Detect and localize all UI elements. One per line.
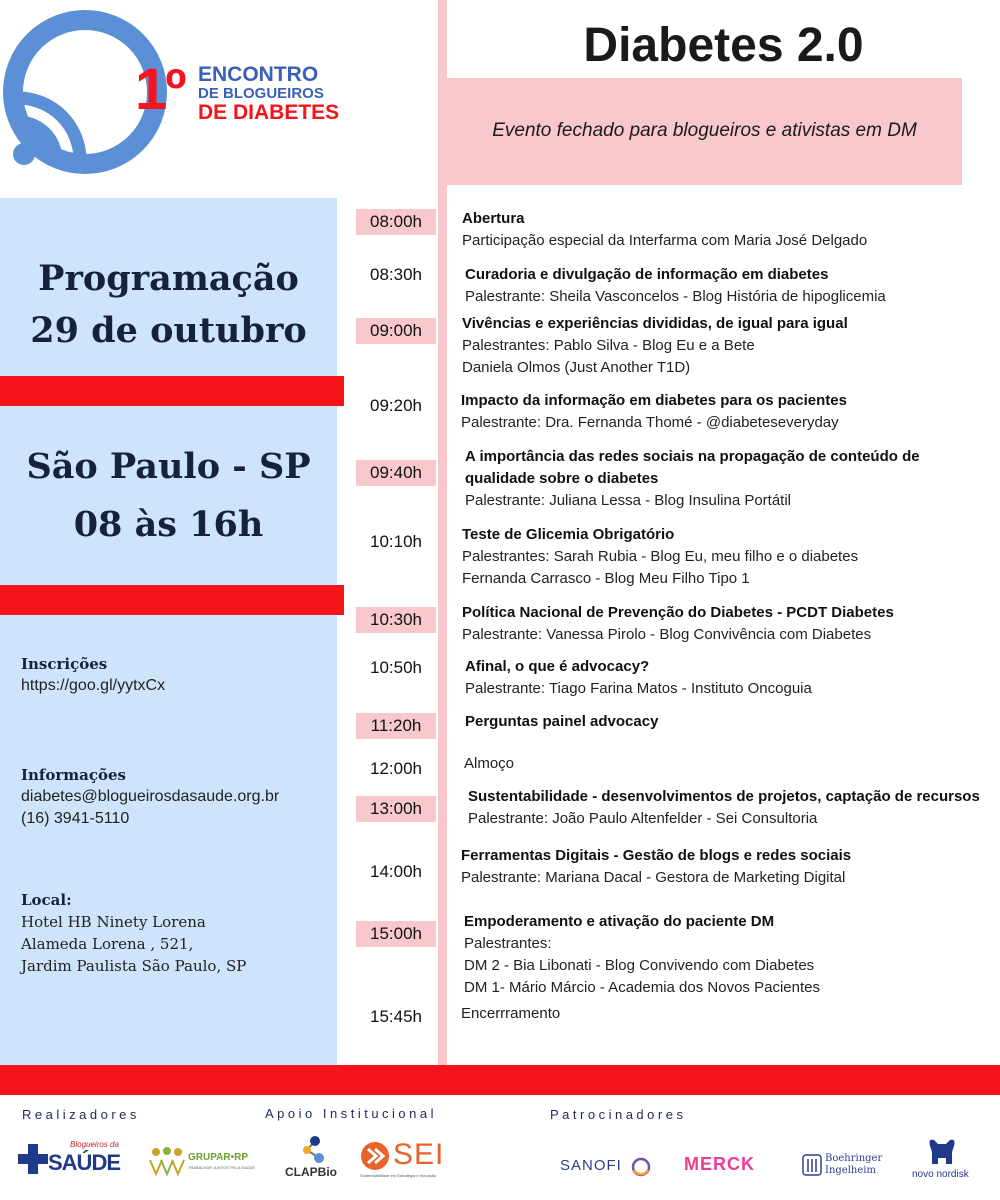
event-abertura: [462, 208, 992, 252]
sanofi-text: SANOFI: [560, 1157, 622, 1174]
apis-bull-icon: [924, 1136, 958, 1168]
logo-sei: [360, 1140, 450, 1182]
event-logo: [0, 0, 340, 195]
grupar-text: GRUPAR•RP: [188, 1152, 248, 1163]
event-empoderamento: [464, 911, 994, 999]
logo-grupar: [148, 1144, 256, 1178]
event-detail: Palestrante: Dra. Fernanda Thomé - @diabeteseveryday: [461, 414, 839, 431]
event-encerramento: [461, 1003, 991, 1025]
sanofi-swirl-icon: [630, 1156, 652, 1178]
event-detail: DM 1- Mário Márcio - Academia dos Novos Pacientes: [464, 979, 820, 996]
time-0920: 09:20h: [370, 396, 422, 415]
logo-novo-nordisk: [910, 1136, 972, 1182]
event-politica: [462, 602, 992, 646]
molecule-icon: [293, 1135, 333, 1165]
time-1300: 13:00h: [356, 796, 436, 822]
local-line1: Hotel HB Ninety Lorena: [21, 913, 206, 931]
page-title: Diabetes 2.0: [583, 19, 864, 72]
event-title: Impacto da informação em diabetes para os pacientes: [461, 392, 847, 409]
event-ferramentas: [461, 845, 991, 889]
event-perguntas: [465, 711, 995, 733]
time-0900: 09:00h: [356, 318, 436, 344]
event-sustentabilidade: [468, 786, 998, 830]
programacao-heading: Programação: [38, 258, 299, 299]
event-title: Ferramentas Digitais - Gestão de blogs e redes sociais: [461, 847, 852, 864]
event-detail: Palestrante: João Paulo Altenfelder - Sei Consultoria: [468, 810, 818, 827]
event-title: Sustentabilidade - desenvolvimentos de projetos, captação de recursos: [468, 788, 980, 805]
realizadores-label: Realizadores: [22, 1107, 140, 1122]
event-date: 29 de outubro: [30, 310, 307, 351]
event-title: Curadoria e divulgação de informação em diabetes: [465, 266, 829, 283]
people-icon: [148, 1146, 186, 1176]
logo-sanofi: [560, 1157, 655, 1181]
time-1030: 10:30h: [356, 607, 436, 633]
time-1010: 10:10h: [370, 532, 422, 551]
event-glicemia: [462, 524, 992, 590]
red-divider-2: [0, 585, 344, 615]
boehringer-icon: [802, 1154, 822, 1176]
time-0830: 08:30h: [370, 265, 422, 284]
logo-line1: ENCONTRO: [198, 63, 319, 86]
boehringer-line1: Boehringer: [825, 1153, 883, 1164]
event-detail: Palestrantes: Sarah Rubia - Blog Eu, meu filho e o diabetes: [462, 548, 859, 565]
event-detail: Palestrante: Tiago Farina Matos - Instituto Oncoguia: [465, 680, 812, 697]
logo-line2: DE BLOGUEIROS: [198, 85, 324, 102]
event-title: Perguntas painel advocacy: [465, 713, 659, 730]
red-divider-1: [0, 376, 344, 406]
local-line3: Jardim Paulista São Paulo, SP: [21, 957, 247, 975]
saude-small: Blogueiros da: [70, 1140, 119, 1149]
local-line2: Alameda Lorena , 521,: [21, 935, 194, 953]
event-detail: DM 2 - Bia Libonati - Blog Convivendo com Diabetes: [464, 957, 815, 974]
sei-sub: Sustentabilidade em Estratégia e Inovação: [360, 1173, 437, 1178]
event-advocacy: [465, 656, 995, 700]
event-almoco: [464, 753, 994, 775]
timeline-line: [438, 0, 447, 1065]
patrocinadores-label: Patrocinadores: [550, 1107, 687, 1122]
logo-blogueiros-saude: [18, 1140, 130, 1178]
logo-number: 1º: [135, 57, 185, 122]
event-detail: Palestrante: Vanessa Pirolo - Blog Convivência com Diabetes: [462, 626, 872, 643]
cross-icon: [18, 1144, 48, 1174]
inscricoes-link[interactable]: https://goo.gl/yytxCx: [21, 677, 166, 694]
grupar-sub: TRABALHAR JUNTOS PELA SAÚDE: [188, 1165, 256, 1170]
time-1050: 10:50h: [370, 658, 422, 677]
event-title: Abertura: [462, 210, 525, 227]
time-1200: 12:00h: [370, 759, 422, 778]
event-detail: Fernanda Carrasco - Blog Meu Filho Tipo 1: [462, 570, 750, 587]
inscricoes-label: Inscrições: [21, 655, 108, 673]
event-title: Empoderamento e ativação do paciente DM: [464, 913, 775, 930]
event-detail: Palestrante: Mariana Dacal - Gestora de Marketing Digital: [461, 869, 846, 886]
informacoes-label: Informações: [21, 766, 126, 784]
event-detail: Encerrramento: [461, 1005, 561, 1022]
footer-red-bar: [0, 1065, 1000, 1095]
sei-arrow-icon: [360, 1140, 390, 1172]
time-1120: 11:20h: [356, 713, 436, 739]
event-city: São Paulo - SP: [26, 446, 311, 487]
event-detail: Palestrante: Sheila Vasconcelos - Blog História de hipoglicemia: [465, 288, 886, 305]
boehringer-line2: Ingelheim: [825, 1165, 876, 1176]
event-hours: 08 às 16h: [73, 504, 264, 545]
local-label: Local:: [21, 891, 72, 909]
contact-email[interactable]: diabetes@blogueirosdasaude.org.br: [21, 788, 280, 805]
time-0940: 09:40h: [356, 460, 436, 486]
event-title: A importância das redes sociais na propagação de conteúdo de: [465, 448, 920, 465]
event-title: Teste de Glicemia Obrigatório: [462, 526, 675, 543]
location-panel: [0, 406, 337, 585]
event-vivencias: [462, 313, 992, 379]
event-title: Afinal, o que é advocacy?: [465, 658, 650, 675]
event-detail: Participação especial da Interfarma com Maria José Delgado: [462, 232, 868, 249]
time-1500: 15:00h: [356, 921, 436, 947]
novo-text: novo nordisk: [912, 1169, 969, 1180]
logo-line3: DE DIABETES: [198, 101, 340, 124]
event-detail: Almoço: [464, 755, 515, 772]
clapbio-text: CLAPBio: [285, 1165, 337, 1179]
event-redes-sociais: [465, 446, 995, 512]
event-curadoria: [465, 264, 995, 308]
event-impacto: [461, 390, 991, 434]
logo-clapbio: [283, 1135, 343, 1183]
event-detail: Palestrante: Juliana Lessa - Blog Insulina Portátil: [465, 492, 792, 509]
event-title: Vivências e experiências divididas, de igual para igual: [462, 315, 848, 332]
subtitle-text: Evento fechado para blogueiros e ativistas em DM: [492, 120, 917, 141]
logo-boehringer: [802, 1152, 892, 1182]
logo-merck: MERCK: [684, 1154, 755, 1174]
time-0800: 08:00h: [356, 209, 436, 235]
apoio-label: Apoio Institucional: [265, 1106, 438, 1121]
time-1545: 15:45h: [370, 1007, 422, 1026]
sei-text: SEI: [393, 1138, 445, 1171]
event-title-cont: qualidade sobre o diabetes: [465, 470, 659, 487]
time-1400: 14:00h: [370, 862, 422, 881]
event-detail: Daniela Olmos (Just Another T1D): [462, 359, 691, 376]
saude-text: SAÚDE: [48, 1150, 121, 1175]
event-detail: Palestrantes: Pablo Silva - Blog Eu e a Bete: [462, 337, 755, 354]
contact-phone: (16) 3941-5110: [21, 810, 130, 827]
event-title: Política Nacional de Prevenção do Diabetes - PCDT Diabetes: [462, 604, 894, 621]
event-detail: Palestrantes:: [464, 935, 552, 952]
